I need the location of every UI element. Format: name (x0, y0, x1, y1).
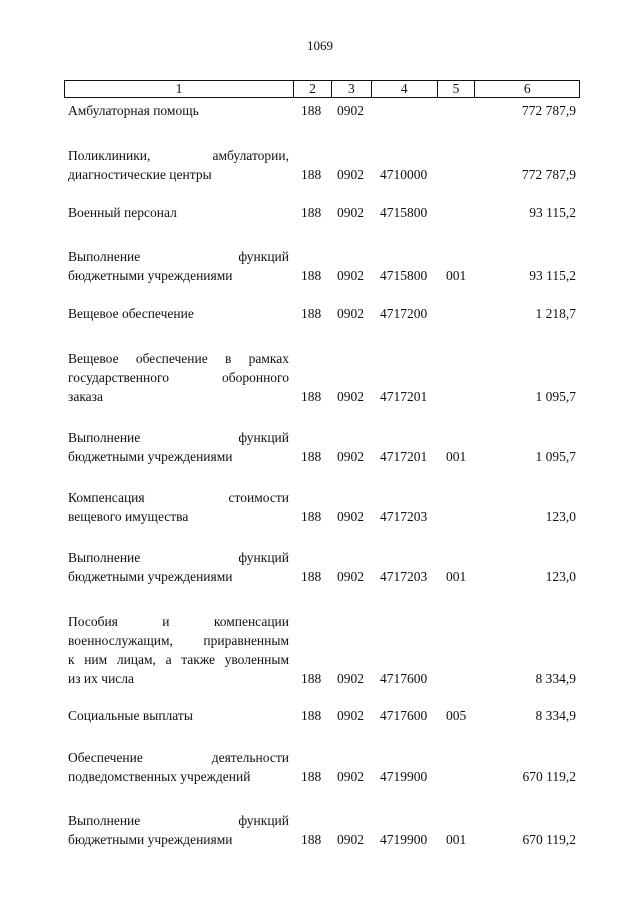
row-description (68, 247, 289, 285)
col-6-amount: 670 119,2 (522, 769, 576, 784)
description-line: Социальные выплаты (68, 708, 193, 723)
row-description (68, 548, 289, 586)
header-col-2: 2 (294, 81, 332, 97)
description-line: военнослужащим, приравненным (68, 633, 289, 648)
description-line: диагностические центры (68, 167, 212, 182)
table-row (64, 101, 580, 120)
col-6-amount: 8 334,9 (535, 671, 576, 686)
col-4-cell: 4710000 (380, 167, 428, 182)
row-description (68, 612, 289, 688)
col-6-amount: 670 119,2 (522, 832, 576, 847)
col-6-amount: 93 115,2 (529, 205, 576, 220)
col-6-amount: 123,0 (545, 509, 576, 524)
col-5-cell: 001 (446, 268, 467, 283)
description-line: из их числа (68, 671, 135, 686)
col-3-cell: 0902 (337, 832, 364, 847)
description-line: Пособия и компенсации (68, 614, 289, 629)
col-3-cell: 0902 (337, 103, 364, 118)
col-6-amount: 1 218,7 (535, 306, 576, 321)
col-3-cell: 0902 (337, 268, 364, 283)
header-col-4: 4 (372, 81, 438, 97)
col-3-cell: 0902 (337, 306, 364, 321)
col-4-cell: 4717201 (380, 449, 428, 464)
header-col-3: 3 (332, 81, 372, 97)
col-3-cell: 0902 (337, 205, 364, 220)
description-line: Выполнение функций (68, 813, 289, 828)
description-line: бюджетными учреждениями (68, 832, 233, 847)
table-header (64, 80, 580, 98)
header-col-5: 5 (438, 81, 476, 97)
col-3-cell: 0902 (337, 449, 364, 464)
col-2-cell: 188 (301, 671, 322, 686)
col-5-cell: 001 (446, 832, 467, 847)
col-3-cell: 0902 (337, 509, 364, 524)
header-col-1: 1 (65, 81, 294, 97)
col-2-cell: 188 (301, 449, 322, 464)
description-line: Вещевое обеспечение (68, 306, 194, 321)
col-2-cell: 188 (301, 389, 322, 404)
description-line: Вещевое обеспечение в рамках (68, 351, 289, 366)
col-2-cell: 188 (301, 306, 322, 321)
col-3-cell: 0902 (337, 167, 364, 182)
row-description (68, 488, 289, 526)
col-2-cell: 188 (301, 769, 322, 784)
row-description (68, 428, 289, 466)
description-line: Выполнение функций (68, 550, 289, 565)
col-4-cell: 4715800 (380, 205, 428, 220)
table-row (64, 304, 580, 323)
row-description (68, 101, 289, 120)
col-2-cell: 188 (301, 268, 322, 283)
col-4-cell: 4719900 (380, 832, 428, 847)
table-row (64, 349, 580, 406)
col-4-cell: 4719900 (380, 769, 428, 784)
col-2-cell: 188 (301, 708, 322, 723)
description-line: Компенсация стоимости (68, 490, 289, 505)
col-3-cell: 0902 (337, 708, 364, 723)
col-6-amount: 772 787,9 (522, 103, 576, 118)
col-6-amount: 772 787,9 (522, 167, 576, 182)
description-line: вещевого имущества (68, 509, 189, 524)
description-line: Амбулаторная помощь (68, 103, 199, 118)
col-4-cell: 4717201 (380, 389, 428, 404)
col-6-amount: 93 115,2 (529, 268, 576, 283)
description-line: бюджетными учреждениями (68, 449, 233, 464)
table-row (64, 612, 580, 688)
col-2-cell: 188 (301, 509, 322, 524)
row-description (68, 203, 289, 222)
col-5-cell: 001 (446, 569, 467, 584)
col-5-cell: 005 (446, 708, 467, 723)
col-4-cell: 4717600 (380, 671, 428, 686)
col-4-cell: 4715800 (380, 268, 428, 283)
description-line: бюджетными учреждениями (68, 268, 233, 283)
description-line: заказа (68, 389, 103, 404)
col-2-cell: 188 (301, 569, 322, 584)
col-3-cell: 0902 (337, 769, 364, 784)
description-line: Выполнение функций (68, 430, 289, 445)
col-3-cell: 0902 (337, 569, 364, 584)
table-row (64, 146, 580, 184)
description-line: Военный персонал (68, 205, 177, 220)
col-4-cell: 4717203 (380, 509, 428, 524)
col-6-amount: 123,0 (545, 569, 576, 584)
row-description (68, 304, 289, 323)
col-4-cell: 4717200 (380, 306, 428, 321)
col-6-amount: 1 095,7 (535, 389, 576, 404)
col-5-cell: 001 (446, 449, 467, 464)
row-description (68, 146, 289, 184)
table-row (64, 247, 580, 285)
table-row (64, 203, 580, 222)
table-row (64, 548, 580, 586)
table-row (64, 706, 580, 725)
description-line: Выполнение функций (68, 249, 289, 264)
description-line: Обеспечение деятельности (68, 750, 289, 765)
row-description (68, 811, 289, 849)
row-description (68, 349, 289, 406)
description-line: бюджетными учреждениями (68, 569, 233, 584)
row-description (68, 706, 289, 725)
col-3-cell: 0902 (337, 389, 364, 404)
description-line: государственного оборонного (68, 370, 289, 385)
description-line: Поликлиники, амбулатории, (68, 148, 289, 163)
row-description (68, 748, 289, 786)
col-3-cell: 0902 (337, 671, 364, 686)
table-row (64, 428, 580, 466)
col-2-cell: 188 (301, 167, 322, 182)
col-2-cell: 188 (301, 103, 322, 118)
col-6-amount: 8 334,9 (535, 708, 576, 723)
col-6-amount: 1 095,7 (535, 449, 576, 464)
table-row (64, 488, 580, 526)
description-line: подведомственных учреждений (68, 769, 251, 784)
col-2-cell: 188 (301, 205, 322, 220)
col-2-cell: 188 (301, 832, 322, 847)
header-col-6: 6 (523, 81, 531, 96)
description-line: к ним лицам, а также уволенным (68, 652, 289, 667)
col-4-cell: 4717600 (380, 708, 428, 723)
table-row (64, 748, 580, 786)
table-row (64, 811, 580, 849)
page-number: 1069 (307, 38, 333, 53)
col-4-cell: 4717203 (380, 569, 428, 584)
